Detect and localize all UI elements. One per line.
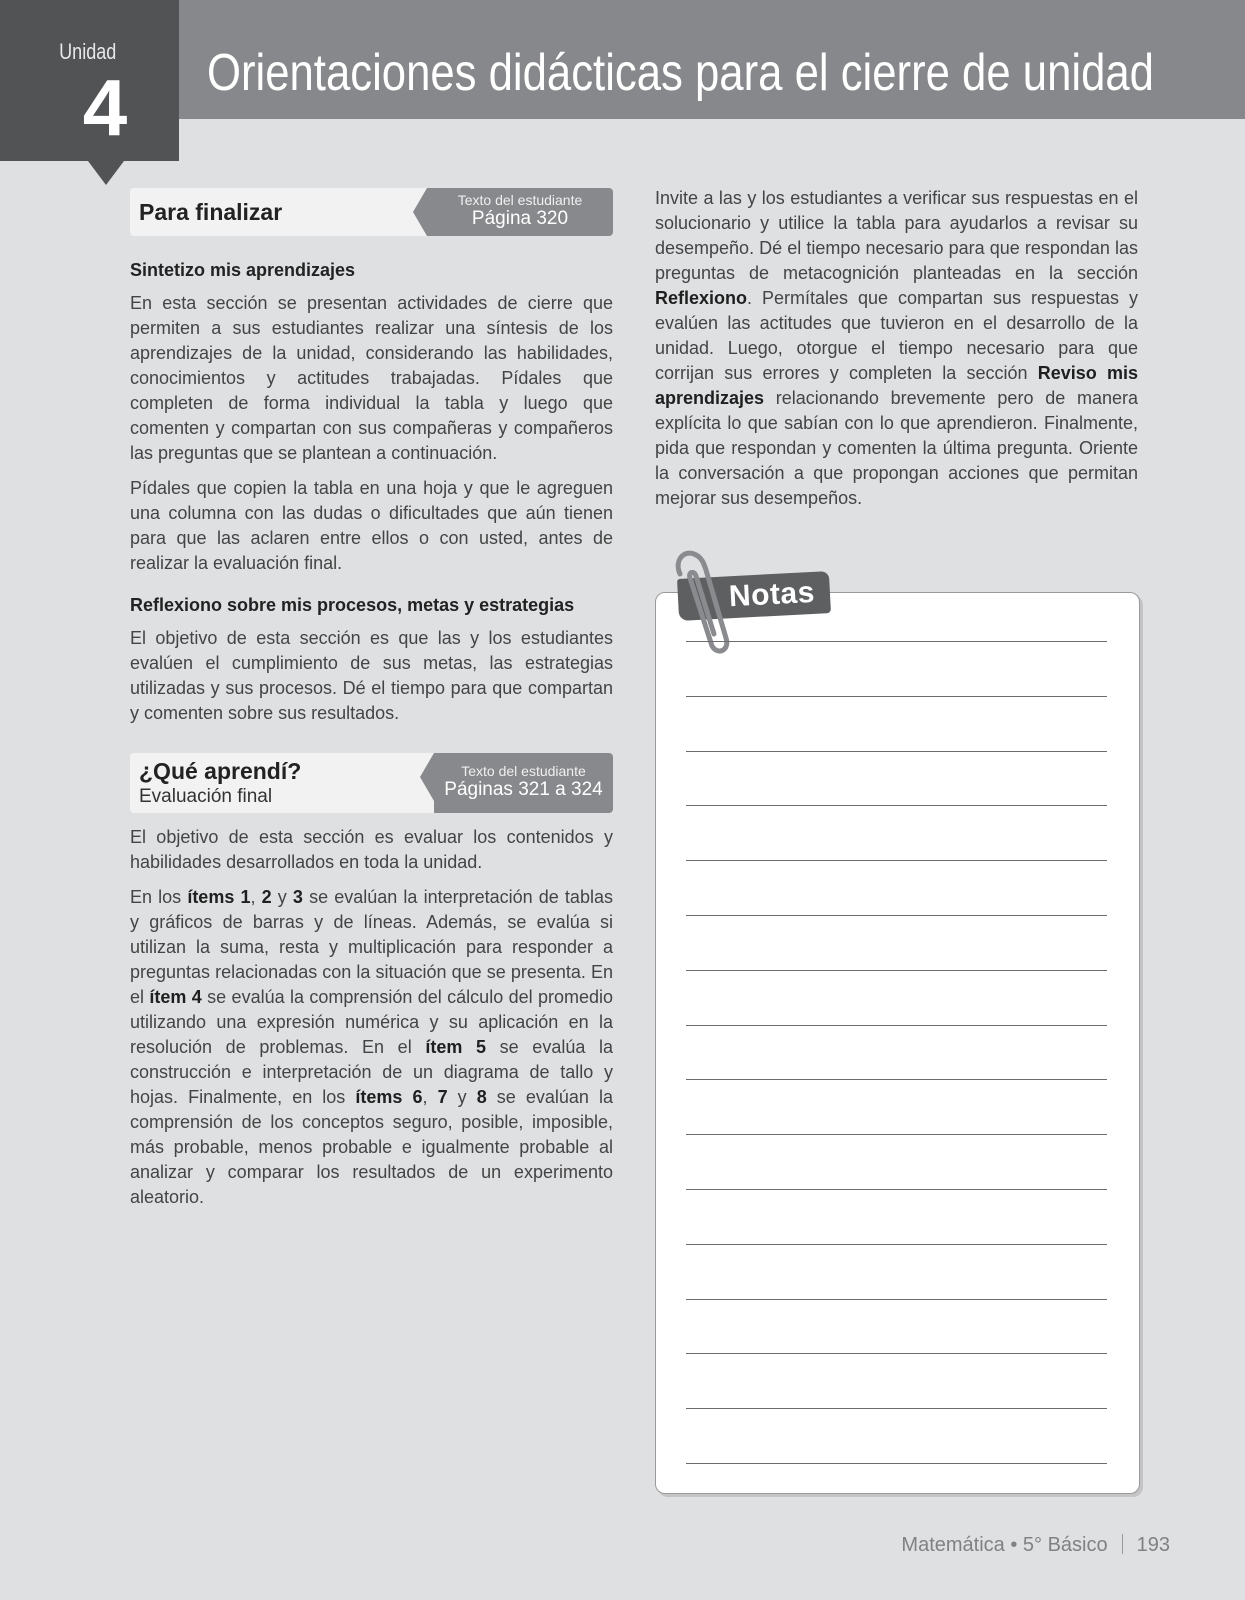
subheading-reflexiono: Reflexiono sobre mis procesos, metas y estrategias (130, 595, 575, 615)
note-line (686, 970, 1107, 971)
paragraph: El objetivo de esta sección es evaluar los contenidos y habilidades desarrollados en toda la unidad. (130, 827, 613, 872)
tag-page: Páginas 321 a 324 (444, 779, 603, 800)
unit-label: Unidad (59, 39, 117, 64)
page-footer (850, 1534, 1170, 1557)
note-line (686, 1299, 1107, 1300)
footer-subject: Matemática • 5° Básico (901, 1534, 1108, 1556)
note-line (686, 1189, 1107, 1190)
note-line (686, 751, 1107, 752)
student-text-tag (427, 188, 613, 236)
paragraph-items: En los ítems 1, 2 y 3 se evalúan la interpretación de tablas y gráficos de barras y de líneas. Además, se evalúa si utilizan la suma, resta y multiplicación para responder a preguntas relacionadas con la situación que se presenta. En el ítem 4 se evalúa la comprensión del cálculo del promedio utilizando una expresión numérica y su aplicación en la resolución de problemas. En el ítem 5 se evalúa la construcción e interpretación de un diagrama de tallo y hojas. Finalmente, en los ítems 6, 7 y 8 se evalúan la comprensión de los conceptos seguro, posible, imposible, más probable, menos probable e igualmente probable al analizar y comparar los resultados de un experimento aleatorio. (130, 887, 614, 1207)
paragraph: En esta sección se presentan actividades de cierre que permiten a sus estudiantes realizar una síntesis de los aprendizajes de la unidad, considerando las habilidades, conocimientos y actitudes trabajadas. Pídales que completen de forma individual la tabla y luego que comenten y compartan con sus compañeras y compañeros las preguntas que se plantean a continuación. (130, 293, 613, 463)
paragraph: Pídales que copien la tabla en una hoja y que le agreguen una columna con las dudas o dificultades que aún tienen para que las aclaren entre ellos o con usted, antes de realizar la evaluación final. (130, 478, 613, 573)
tag-label: Texto del estudiante (457, 192, 583, 208)
paragraph: Invite a las y los estudiantes a verificar sus respuestas en el solucionario y utilice la tabla para ayudarlos a revisar su desempeño. Dé el tiempo necesario para que respondan las preguntas de metacognición planteadas en la sección Reflexiono. Permítales que compartan sus respuestas y evalúen las actitudes que tuvieron en el desarrollo de la unidad. Luego, otorgue el tiempo necesario para que corrijan sus errores y completen la sección Reviso mis aprendizajes relacionando brevemente pero de manera explícita lo que sabían con lo que aprendieron. Finalmente, pida que respondan y comenten la última pregunta. Oriente la conversación a que propongan acciones que permitan mejorar sus desempeños. (655, 188, 1139, 508)
right-column (655, 186, 1138, 521)
section-subtitle: Evaluación final (139, 786, 273, 807)
note-line (686, 1463, 1107, 1464)
note-line (686, 805, 1107, 806)
unit-tab-pointer (88, 161, 124, 185)
note-line (686, 1079, 1107, 1080)
note-line (686, 1244, 1107, 1245)
subheading-sintetizo: Sintetizo mis aprendizajes (130, 260, 356, 280)
tag-label: Texto del estudiante (461, 763, 586, 779)
note-line (686, 860, 1107, 861)
notes-card (655, 592, 1140, 1494)
page-number: 193 (1136, 1534, 1170, 1556)
tag-page: Página 320 (471, 208, 569, 229)
student-text-tag (434, 753, 613, 813)
note-line (686, 1353, 1107, 1354)
paperclip-icon (666, 548, 732, 656)
note-line (686, 1134, 1107, 1135)
section-header-que-aprendi (130, 753, 613, 813)
section-title: Para finalizar (139, 199, 283, 225)
note-line (686, 915, 1107, 916)
note-line (686, 696, 1107, 697)
left-column (130, 188, 613, 1220)
note-line (686, 1408, 1107, 1409)
unit-number: 4 (82, 63, 128, 152)
paragraph: El objetivo de esta sección es que las y los estudiantes evalúen el cumplimiento de sus metas, las estrategias utilizadas y sus procesos. Dé el tiempo para que compartan y comenten sobre sus resultados. (130, 628, 613, 723)
note-line (686, 1025, 1107, 1026)
notes-label: Notas (677, 571, 831, 621)
unit-tab (0, 0, 179, 161)
page-title: Orientaciones didácticas para el cierre de unidad (207, 44, 1154, 102)
note-line (686, 641, 1107, 642)
section-header-para-finalizar (130, 188, 613, 236)
footer-divider (1122, 1534, 1123, 1554)
section-title: ¿Qué aprendí? (139, 758, 302, 784)
